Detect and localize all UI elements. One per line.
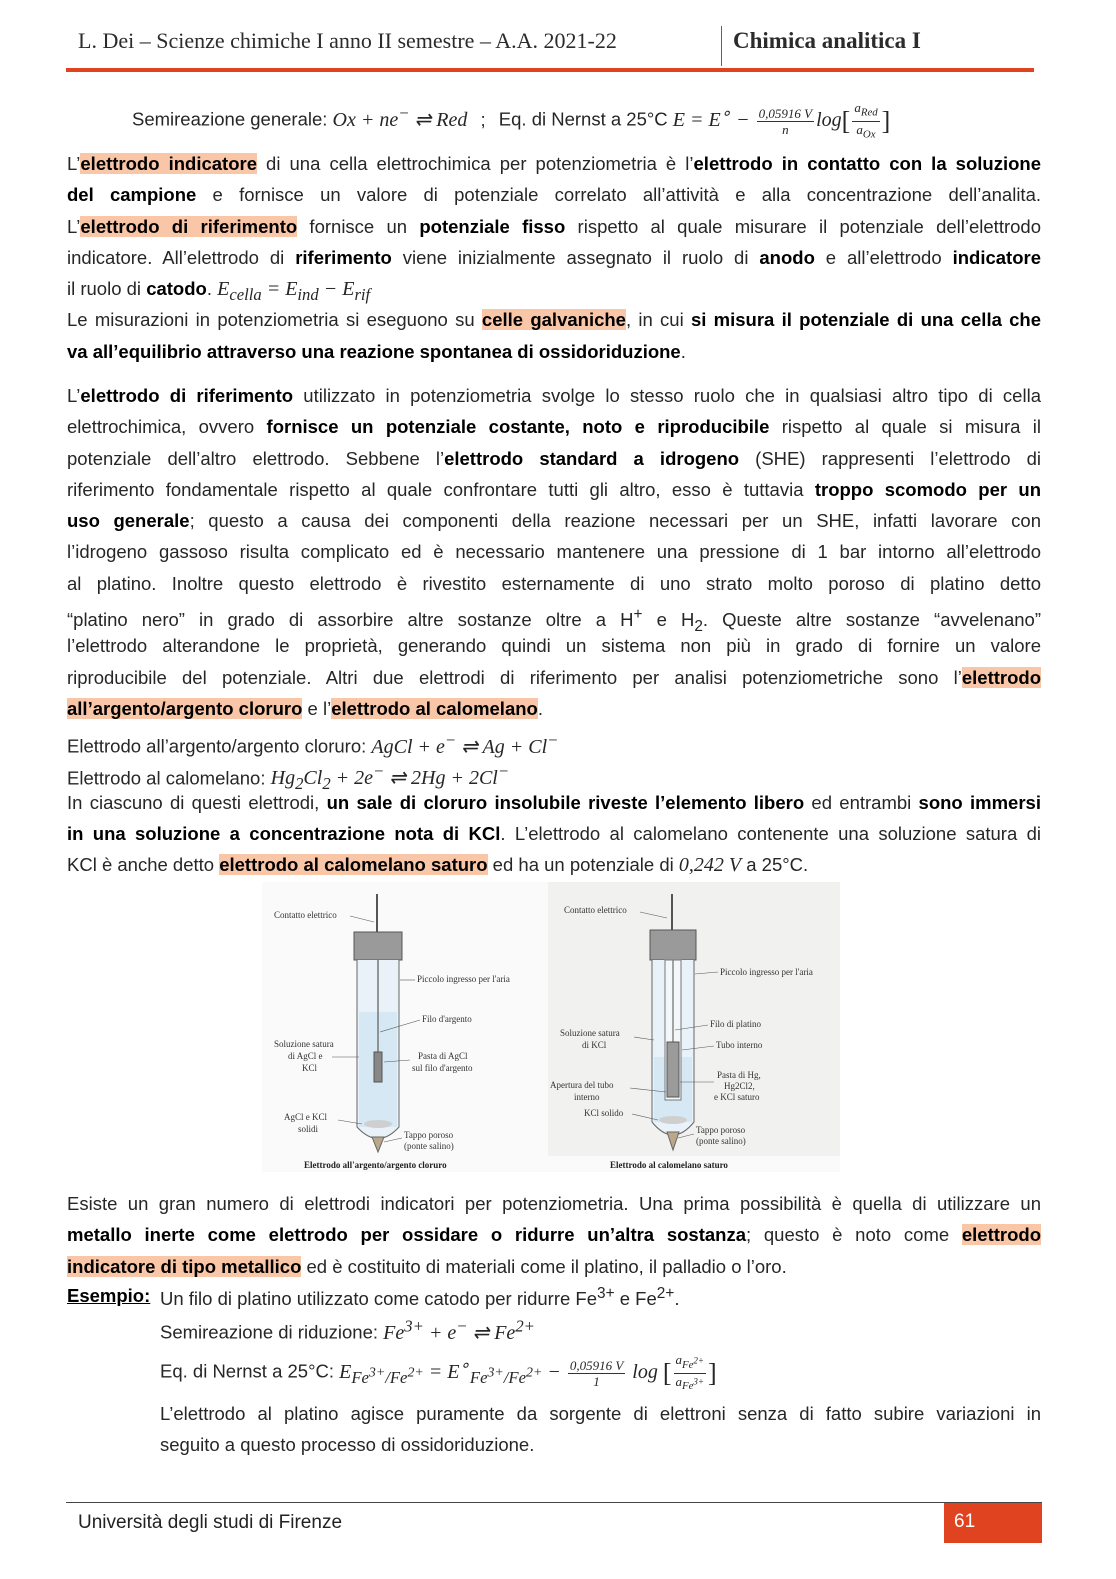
label-ingresso-aria-left: Piccolo ingresso per l'aria [417, 974, 510, 984]
header-divider [721, 26, 722, 66]
example-line-1: Un filo di platino utilizzato come catodo per ridurre $Fe^{3+}$ e $Fe^{2+}$. [160, 1285, 680, 1310]
semireaction-label: Semireazione generale: [132, 108, 333, 130]
label-filo-platino: Filo di platino [710, 1019, 762, 1029]
page-header [66, 22, 1034, 72]
label-soluzione-left-1: Soluzione satura [274, 1039, 334, 1049]
label-tappo-left-1: Tappo poroso [404, 1130, 454, 1140]
label-soluzione-left-2: di AgCl e [288, 1051, 323, 1061]
label-pasta-agcl-1: Pasta di AgCl [418, 1051, 468, 1061]
electrodes-diagram [262, 882, 840, 1172]
label-tappo-right-1: Tappo poroso [696, 1125, 746, 1135]
calomel-label: Elettrodo al calomelano: [67, 767, 271, 789]
potential-value: 0,242 V [678, 854, 742, 877]
label-filo-argento: Filo d'argento [422, 1014, 472, 1024]
label-apertura-1: Apertura del tubo [550, 1080, 614, 1090]
label-pasta-agcl-2: sul filo d'argento [412, 1063, 473, 1073]
label-tappo-right-2: (ponte salino) [696, 1136, 746, 1146]
caption-agcl: Elettrodo all'argento/argento cloruro [304, 1160, 447, 1170]
calomel-reaction: $Hg_2Cl_2 + 2e^-$ ⇌ 2Hg + 2Cl− [270, 761, 510, 794]
header-course-info: L. Dei – Scienze chimiche I anno II semestre – A.A. 2021-22 [78, 28, 617, 53]
term-elettrodo-riferimento: elettrodo di riferimento [80, 215, 298, 237]
label-ingresso-aria-right: Piccolo ingresso per l'aria [720, 967, 813, 977]
term-celle-galvaniche: celle galvaniche [481, 309, 626, 331]
label-tappo-left-2: (ponte salino) [404, 1141, 454, 1151]
label-pasta-hg-3: e KCl saturo [714, 1092, 760, 1102]
term-calomelano-saturo: elettrodo al calomelano saturo [219, 854, 488, 876]
agcl-label: Elettrodo all’argento/argento cloruro: [67, 735, 372, 757]
agcl-electrode-drawing [354, 894, 402, 1152]
term-elettrodo-indicatore: elettrodo indicatore [80, 153, 257, 174]
paragraph-indicator-electrode: L’elettrodo indicatore di una cella elettrochimica per potenziometria è l’elettrodo in contatto con la soluzione del campione e fornisce un valore di potenziale correlato all’attività e alla concentrazione dell’analita. L’elettrodo di riferimento fornisce un potenziale fisso rispetto al quale misurare il potenziale dell’elettrodo indicatore. All’elettrodo di riferimento viene inizialmente assegnato il ruolo di anodo e all’elettrodo indicatore il ruolo di catodo. $E_{cella} = E_{ind} - E_{rif}$ Le misurazioni in potenziometria si eseguono su celle galvaniche, in cui si misura il potenziale di una cella che va all’equilibrio attraverso una reazione spontanea di ossidoriduzione. [67, 153, 1041, 362]
label-soluzione-right-1: Soluzione satura [560, 1028, 620, 1038]
label-tubo-interno: Tubo interno [716, 1040, 763, 1050]
semireaction-formula: Ox + ne− ⇌ Red [332, 103, 468, 131]
label-pasta-hg-1: Pasta di Hg, [717, 1070, 761, 1080]
label-soluzione-left-3: KCl [302, 1063, 318, 1073]
label-agcl-kcl-solidi-2: solidi [298, 1124, 319, 1134]
label-kcl-solido: KCl solido [584, 1108, 624, 1118]
nernst-label: Eq. di Nernst a 25°C [498, 108, 673, 130]
nernst-general-line: Semireazione generale: Ox + ne− ⇌ Red ; Eq. di Nernst a 25°C E = E∘ − $\frac{0,05916 V}{n}$ log[ $\frac{a_{Red}}{a_{Ox}}$ ] [132, 100, 891, 141]
header-rule [66, 68, 1034, 72]
caption-calomelano: Elettrodo al calomelano saturo [610, 1160, 728, 1170]
paragraph-metallic-indicator: Esiste un gran numero di elettrodi indicatori per potenziometria. Una prima possibilità è quella di utilizzare un metallo inerte come elettrodo per ossidare o ridurre un’altra sostanza; questo è noto come elettrodo indicatore di tipo metallico ed è costituito di materiali come il platino, il palladio o l’oro. [67, 1193, 1041, 1277]
label-soluzione-right-2: di KCl [582, 1040, 607, 1050]
header-subject: Chimica analitica I [733, 28, 921, 53]
label-apertura-2: interno [574, 1092, 600, 1102]
label-pasta-hg-2: Hg2Cl2, [724, 1081, 755, 1091]
label-contatto-elettrico-right: Contatto elettrico [564, 905, 627, 915]
page-number: 61 [954, 1511, 976, 1532]
example-label: Esempio: [67, 1285, 151, 1306]
term-elettrodo-calomelano: elettrodo al calomelano [331, 697, 538, 719]
example-nernst: Eq. di Nernst a 25°C: $E_{Fe^{3+}/Fe^{2+}} = E^\circ_{Fe^{3+}/Fe^{2+}}$ − $\frac{0,05916 V}{1}$ log [ $\frac{a_{Fe^{2+}}}{a_{Fe^{3+}}}$ ] [160, 1352, 717, 1393]
agcl-reaction: AgCl + e− ⇌ Ag + Cl− [371, 730, 559, 758]
example-conclusion: L’elettrodo al platino agisce puramente da sorgente di elettroni senza di fatto subire variazioni in seguito a questo processo di ossidoriduzione. [160, 1403, 1041, 1456]
footer-rule [66, 1502, 1042, 1503]
paragraph-reference-electrode: L’elettrodo di riferimento utilizzato in potenziometria svolge lo stesso ruolo che in qualsiasi altro tipo di cella elettrochimica, ovvero fornisce un potenziale costante, noto e riproducibile rispetto al quale si misura il potenziale dell’altro elettrodo. Sebbene l’elettrodo standard a idrogeno (SHE) rappresenti l’elettrodo di riferimento fondamentale rispetto al quale confrontare tutti gli altro, esso è tuttavia troppo scomodo per un uso generale; questo a causa dei componenti della reazione necessari per un SHE, infatti lavorare con l’idrogeno gassoso risulta complicato ed è necessario mantenere una pressione di 1 bar intorno all’elettrodo al platino. Inoltre questo elettrodo è rivestito esternamente di uno strato molto poroso di platino detto “platino nero” in grado di assorbire altre sostanze oltre a H+ e $H_2$. Queste altre sostanze “avvelenano” l’elettrodo alterandone le proprietà, generando quindi un sistema non più in grado di fornire un valore riproducibile del potenziale. Altri due elettrodi di riferimento per analisi potenziometriche sono l’elettrodo all’argento/argento cloruro e l’elettrodo al calomelano. Elettrodo all’argento/argento cloruro: AgCl + e− ⇌ Ag + Cl− Elettrodo al calomelano: $Hg_2Cl_2 + 2e^-$ ⇌ 2Hg + 2Cl− In ciascuno di questi elettrodi, un sale di cloruro insolubile riveste l’elemento libero ed entrambi sono immersi in una soluzione a concentrazione nota di KCl. L’elettrodo al calomelano contenente una soluzione satura di KCl è anche detto elettrodo al calomelano saturo ed ha un potenziale di 0,242 V a 25°C. [67, 385, 1041, 877]
label-contatto-elettrico-left: Contatto elettrico [274, 910, 337, 920]
label-agcl-kcl-solidi-1: AgCl e KCl [284, 1112, 328, 1122]
footer-university: Università degli studi di Firenze [78, 1512, 343, 1533]
electrodes-figure [262, 882, 840, 1172]
calomel-electrode-drawing [650, 894, 696, 1150]
example-semireaction: Semireazione di riduzione: $Fe^{3+} + e^-$ ⇌ $Fe^{2+}$ [160, 1316, 535, 1344]
nernst-formula: E = E∘ − $\frac{0,05916 V}{n}$ log[ $\frac{a_{Red}}{a_{Ox}}$ ] [672, 100, 891, 141]
ecella-formula: $E_{cella} = E_{ind} - E_{rif}$ [217, 278, 371, 305]
